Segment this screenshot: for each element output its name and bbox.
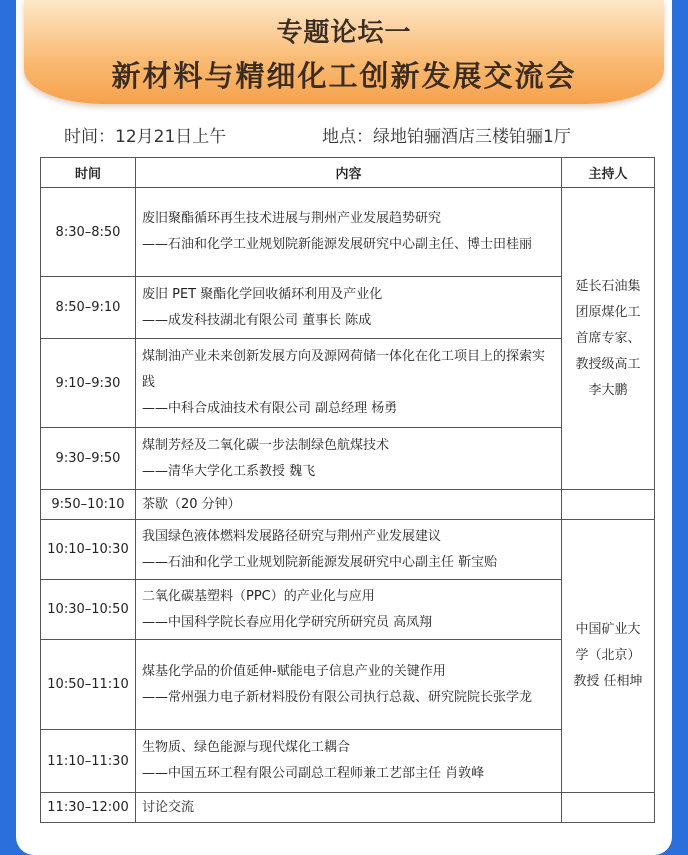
row-speaker: ——清华大学化工系教授 魏飞 — [142, 463, 316, 479]
table-header-row — [41, 158, 655, 188]
forum-title: 专题论坛一 — [276, 18, 412, 48]
table-row-break — [41, 490, 655, 520]
row-content — [136, 339, 562, 428]
session-place: 地点：绿地铂骊酒店三楼铂骊1厅 — [322, 127, 571, 147]
row-topic: 煤制油产业未来创新发展方向及源网荷储一体化在化工项目上的探索实践 — [142, 349, 546, 390]
table-row — [41, 793, 655, 823]
row-topic: 废旧 PET 聚酯化学回收循环利用及产业化 — [142, 286, 383, 302]
row-time: 10:50–11:10 — [41, 640, 136, 730]
row-topic: 我国绿色液体燃料发展路径研究与荆州产业发展建议 — [142, 528, 442, 544]
row-time: 9:10–9:30 — [41, 339, 136, 428]
row-content — [136, 580, 562, 640]
row-time: 10:30–10:50 — [41, 580, 136, 640]
row-time: 11:30–12:00 — [41, 793, 136, 823]
agenda-table — [40, 157, 655, 823]
forum-banner — [24, 0, 664, 104]
row-content — [136, 428, 562, 490]
row-topic: 茶歇（20 分钟） — [142, 496, 241, 512]
row-speaker: ——常州强力电子新材料股份有限公司执行总裁、研究院院长张学龙 — [142, 689, 533, 705]
host-cell: 中国矿业大学（北京）教授 任相坤 — [562, 520, 655, 793]
host-cell-empty — [562, 490, 655, 520]
row-time: 10:10–10:30 — [41, 520, 136, 580]
row-time: 11:10–11:30 — [41, 730, 136, 793]
row-content — [136, 520, 562, 580]
row-content — [136, 188, 562, 277]
table-row — [41, 188, 655, 277]
table-row — [41, 520, 655, 580]
row-content — [136, 277, 562, 339]
row-topic: 废旧聚酯循环再生技术进展与荆州产业发展趋势研究 — [142, 211, 442, 226]
row-speaker: ——中科合成油技术有限公司 副总经理 杨勇 — [142, 401, 398, 416]
row-content — [136, 490, 562, 520]
row-content — [136, 730, 562, 793]
row-topic: 煤基化学品的价值延伸-赋能电子信息产业的关键作用 — [142, 663, 446, 679]
row-speaker: ——成发科技湖北有限公司 董事长 陈成 — [142, 312, 372, 328]
forum-subtitle: 新材料与精细化工创新发展交流会 — [111, 59, 577, 93]
row-speaker: ——石油和化学工业规划院新能源发展研究中心副主任、博士田桂丽 — [142, 237, 533, 252]
row-topic: 讨论交流 — [142, 799, 195, 815]
row-time: 9:30–9:50 — [41, 428, 136, 490]
row-content — [136, 793, 562, 823]
row-time: 9:50–10:10 — [41, 490, 136, 520]
row-topic: 生物质、绿色能源与现代煤化工耦合 — [142, 740, 351, 755]
session-time: 时间：12月21日上午 — [64, 127, 227, 147]
header-content: 内容 — [136, 158, 562, 188]
host-cell: 延长石油集团原煤化工首席专家、教授级高工李大鹏 — [562, 188, 655, 490]
row-speaker: ——中国五环工程有限公司副总工程师兼工艺部主任 肖敦峰 — [142, 766, 485, 781]
row-topic: 煤制芳烃及二氧化碳一步法制绿色航煤技术 — [142, 437, 390, 453]
row-speaker: ——石油和化学工业规划院新能源发展研究中心副主任 靳宝贻 — [142, 554, 498, 570]
row-speaker: ——中国科学院长春应用化学研究所研究员 高凤翔 — [142, 614, 433, 630]
row-topic: 二氧化碳基塑料（PPC）的产业化与应用 — [142, 588, 375, 604]
row-time: 8:50–9:10 — [41, 277, 136, 339]
row-time: 8:30–8:50 — [41, 188, 136, 277]
host-cell-empty — [562, 793, 655, 823]
header-host: 主持人 — [562, 158, 655, 188]
row-content — [136, 640, 562, 730]
header-time: 时间 — [41, 158, 136, 188]
